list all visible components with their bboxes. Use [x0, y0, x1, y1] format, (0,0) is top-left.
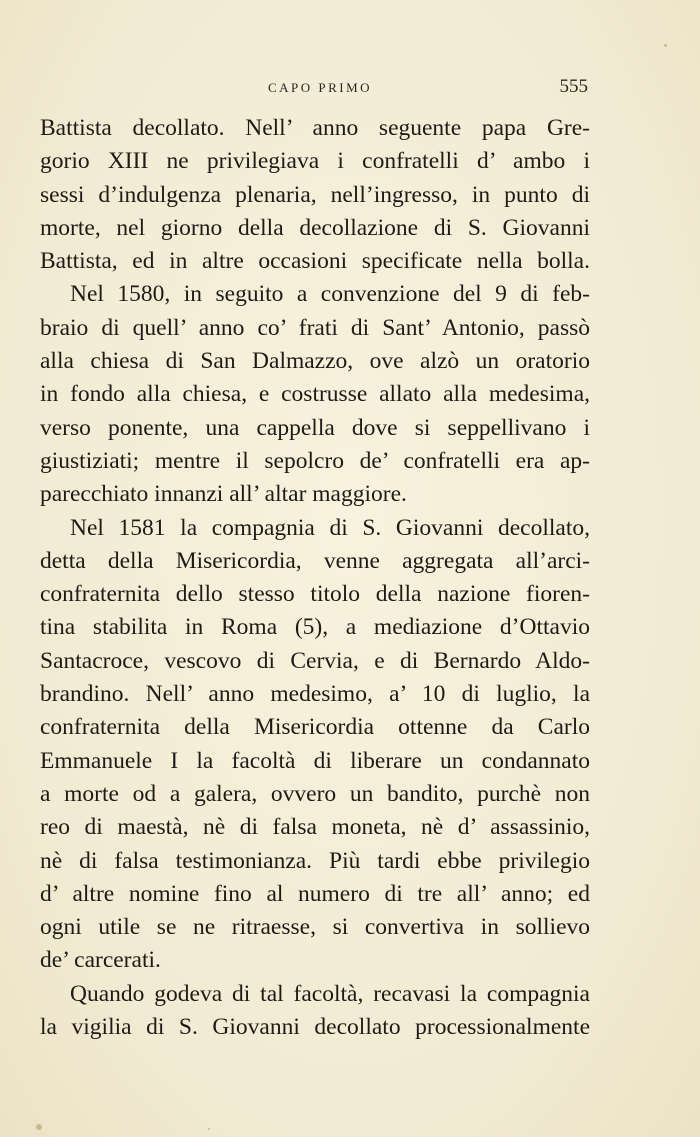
- paper-speck: [208, 1128, 210, 1130]
- running-title: CAPO PRIMO: [267, 80, 373, 95]
- text-line: Quando godeva di tal facoltà, recavasi la compagnia: [70, 980, 590, 1007]
- text-line: confraternita dello stesso titolo della nazione fioren-: [40, 581, 590, 608]
- text-line: sessi d’indulgenza plenaria, nell’ingresso, in punto di: [40, 181, 590, 208]
- text-line: parecchiato innanzi all’ altar maggiore.: [40, 481, 407, 508]
- text-line: in fondo alla chiesa, e costrusse allato alla medesima,: [40, 381, 590, 408]
- text-line: a morte od a galera, ovvero un bandito, purchè non: [40, 780, 590, 807]
- paper-speck: [36, 1124, 42, 1130]
- text-line: brandino. Nell’ anno medesimo, a’ 10 di luglio, la: [40, 681, 590, 708]
- text-line: la vigilia di S. Giovanni decollato processionalmente: [40, 1014, 590, 1041]
- page-number: 555: [559, 76, 588, 97]
- text-line: morte, nel giorno della decollazione di S. Giovanni: [40, 214, 590, 241]
- text-line: Nel 1580, in seguito a convenzione del 9 di feb-: [70, 281, 590, 308]
- text-line: gorio XIII ne privilegiava i confratelli d’ ambo i: [40, 148, 590, 175]
- running-head: [40, 76, 600, 100]
- body-text: [40, 112, 590, 1044]
- text-line: ogni utile se ne ritraesse, si convertiva in sollievo: [40, 914, 590, 941]
- text-line: detta della Misericordia, venne aggregata all’arci-: [40, 547, 590, 574]
- paper-speck: [664, 44, 667, 47]
- text-line: Santacroce, vescovo di Cervia, e di Bernardo Aldo-: [40, 647, 590, 674]
- text-line: Emmanuele I la facoltà di liberare un condannato: [40, 747, 590, 774]
- text-line: verso ponente, una cappella dove si seppellivano i: [40, 414, 590, 441]
- text-line: reo di maestà, nè di falsa moneta, nè d’ assassinio,: [40, 814, 590, 841]
- text-line: de’ carcerati.: [40, 947, 161, 974]
- text-line: nè di falsa testimonianza. Più tardi ebbe privilegio: [40, 847, 590, 874]
- text-line: d’ altre nomine fino al numero di tre all’ anno; ed: [40, 880, 590, 907]
- text-line: Battista decollato. Nell’ anno seguente papa Gre-: [40, 115, 590, 141]
- text-line: Nel 1581 la compagnia di S. Giovanni decollato,: [70, 514, 590, 541]
- text-line: braio di quell’ anno co’ frati di Sant’ Antonio, passò: [40, 314, 590, 341]
- text-line: Battista, ed in altre occasioni specificate nella bolla.: [40, 248, 590, 275]
- text-line: alla chiesa di San Dalmazzo, ove alzò un oratorio: [40, 348, 590, 375]
- text-line: tina stabilita in Roma (5), a mediazione d’Ottavio: [40, 614, 590, 641]
- text-line: giustiziati; mentre il sepolcro de’ confratelli era ap-: [40, 447, 590, 474]
- text-line: confraternita della Misericordia ottenne da Carlo: [40, 714, 590, 741]
